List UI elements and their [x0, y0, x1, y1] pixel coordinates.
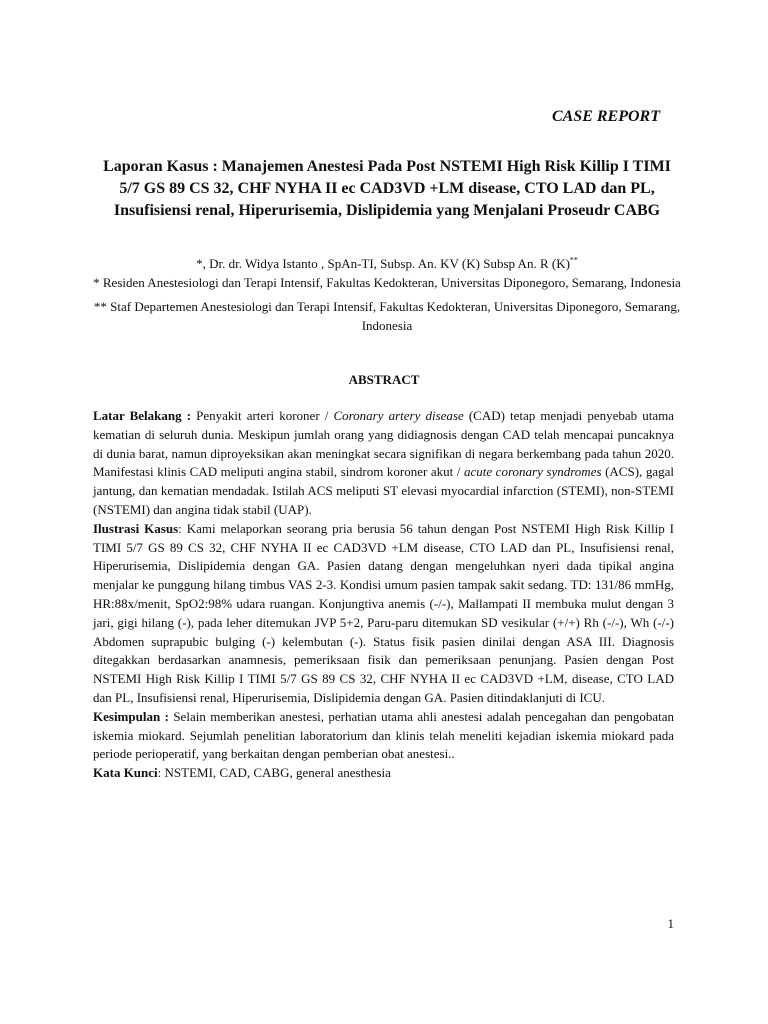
background-text-3: (ACS), gagal jantung, dan kematian mendadak. Istilah ACS meliputi ST elevasi myocardial infarction (STEMI), non-STEMI (NSTEMI) dan angina tidak stabil (UAP).: [93, 464, 674, 517]
paper-title: Laporan Kasus : Manajemen Anestesi Pada Post NSTEMI High Risk Killip I TIMI 5/7 GS 89 CS 32, CHF NYHA II ec CAD3VD +LM disease, CTO LAD dan PL, Insufisiensi renal, Hiperurisemia, Dislipidemia yang Menjalani Proseudr CABG: [103, 158, 671, 219]
case-label: Ilustrasi Kasus: [93, 520, 179, 536]
background-term-1: Coronary artery disease: [333, 408, 464, 423]
conclusion-label: Kesimpulan :: [93, 708, 169, 724]
case-text: : Kami melaporkan seorang pria berusia 56 tahun dengan Post NSTEMI High Risk Killip I TIMI 5/7 GS 89 CS 32, CHF NYHA II ec CAD3VD +LM disease, CTO LAD dan PL, Insufisiensi renal, Hiperurisemia, Dislipidemia dengan GA. Pasien datang dengan mengeluhkan nyeri dada tipikal angina menjalar ke punggung hilang timbus VAS 2-3. Kondisi umum pasien tampak sakit sedang. TD: 131/86 mmHg, HR:88x/menit, SpO2:98% udara ruangan. Konjungtiva anemis (-/-), Mallampati II membuka mulut dengan 3 jari, gigi hilang (-), pada leher ditemukan JVP 5+2, Paru-paru ditemukan SD vesikular (+/+) Rh (-/-), Wh (-/-) Abdomen suprapubic bulging (-) kelembutan (-). Status fisik pasien dinilai dengan ASA III. Diagnosis ditegakkan berdasarkan anamnesis, pemeriksaan fisik dan pemeriksaan penunjang. Pasien dengan Post NSTEMI High Risk Killip I TIMI 5/7 GS 89 CS 32, CHF NYHA II ec CAD3VD +LM, disease, CTO LAD dan PL, Insufisiensi renal, Hiperurisemia, Dislipidemia dengan GA. Pasien ditindaklanjuti di ICU.: [93, 520, 674, 705]
abstract-keywords: [93, 764, 674, 783]
background-text-1: Penyakit arteri koroner /: [191, 408, 334, 423]
background-term-2: acute coronary syndromes: [463, 464, 602, 480]
abstract-conclusion: [93, 708, 674, 764]
case-report-label: CASE REPORT: [551, 108, 660, 125]
author-block: [92, 254, 682, 335]
abstract-case: [93, 520, 674, 708]
author-names: , Dr. dr. Widya Istanto , SpAn-TI, Subsp. An. KV (K) Subsp An. R (K): [202, 256, 570, 271]
affiliation-1: * Residen Anestesiologi dan Terapi Intensif, Fakultas Kedokteran, Universitas Diponegoro, Semarang, Indonesia: [93, 275, 681, 290]
conclusion-text: Selain memberikan anestesi, perhatian utama ahli anestesi adalah pencegahan dan pengobatan iskemia miokard. Sejumlah penelitian laboratorium dan klinis telah meneliti kejadian iskemia miokard pada periode perioperatif, yang berkaitan dengan pemberian obat anestesi..: [93, 708, 674, 762]
abstract-background: [93, 407, 674, 520]
abstract-heading: ABSTRACT: [348, 372, 420, 387]
author-marker-suffix: **: [569, 255, 578, 265]
abstract-body: [93, 407, 674, 783]
author-marker-prefix: *: [196, 256, 203, 271]
keywords-text: : NSTEMI, CAD, CABG, general anesthesia: [157, 765, 391, 781]
affiliation-2: ** Staf Departemen Anestesiologi dan Terapi Intensif, Fakultas Kedokteran, Universitas Diponegoro, Semarang, Indonesia: [93, 299, 681, 333]
keywords-label: Kata Kunci: [93, 765, 158, 781]
background-text-2: (CAD) tetap menjadi penyebab utama kematian di seluruh dunia. Meskipun jumlah orang yang didiagnosis dengan CAD telah mencapai puncaknya di dunia barat, namun diproyeksikan akan meningkat secara signifikan di negara berkembang pada tahun 2020. Manifestasi klinis CAD meliputi angina stabil, sindrom koroner akut /: [93, 408, 674, 480]
page-number: 1: [667, 916, 674, 931]
author-line: [92, 254, 682, 273]
background-label: Latar Belakang :: [93, 408, 192, 423]
